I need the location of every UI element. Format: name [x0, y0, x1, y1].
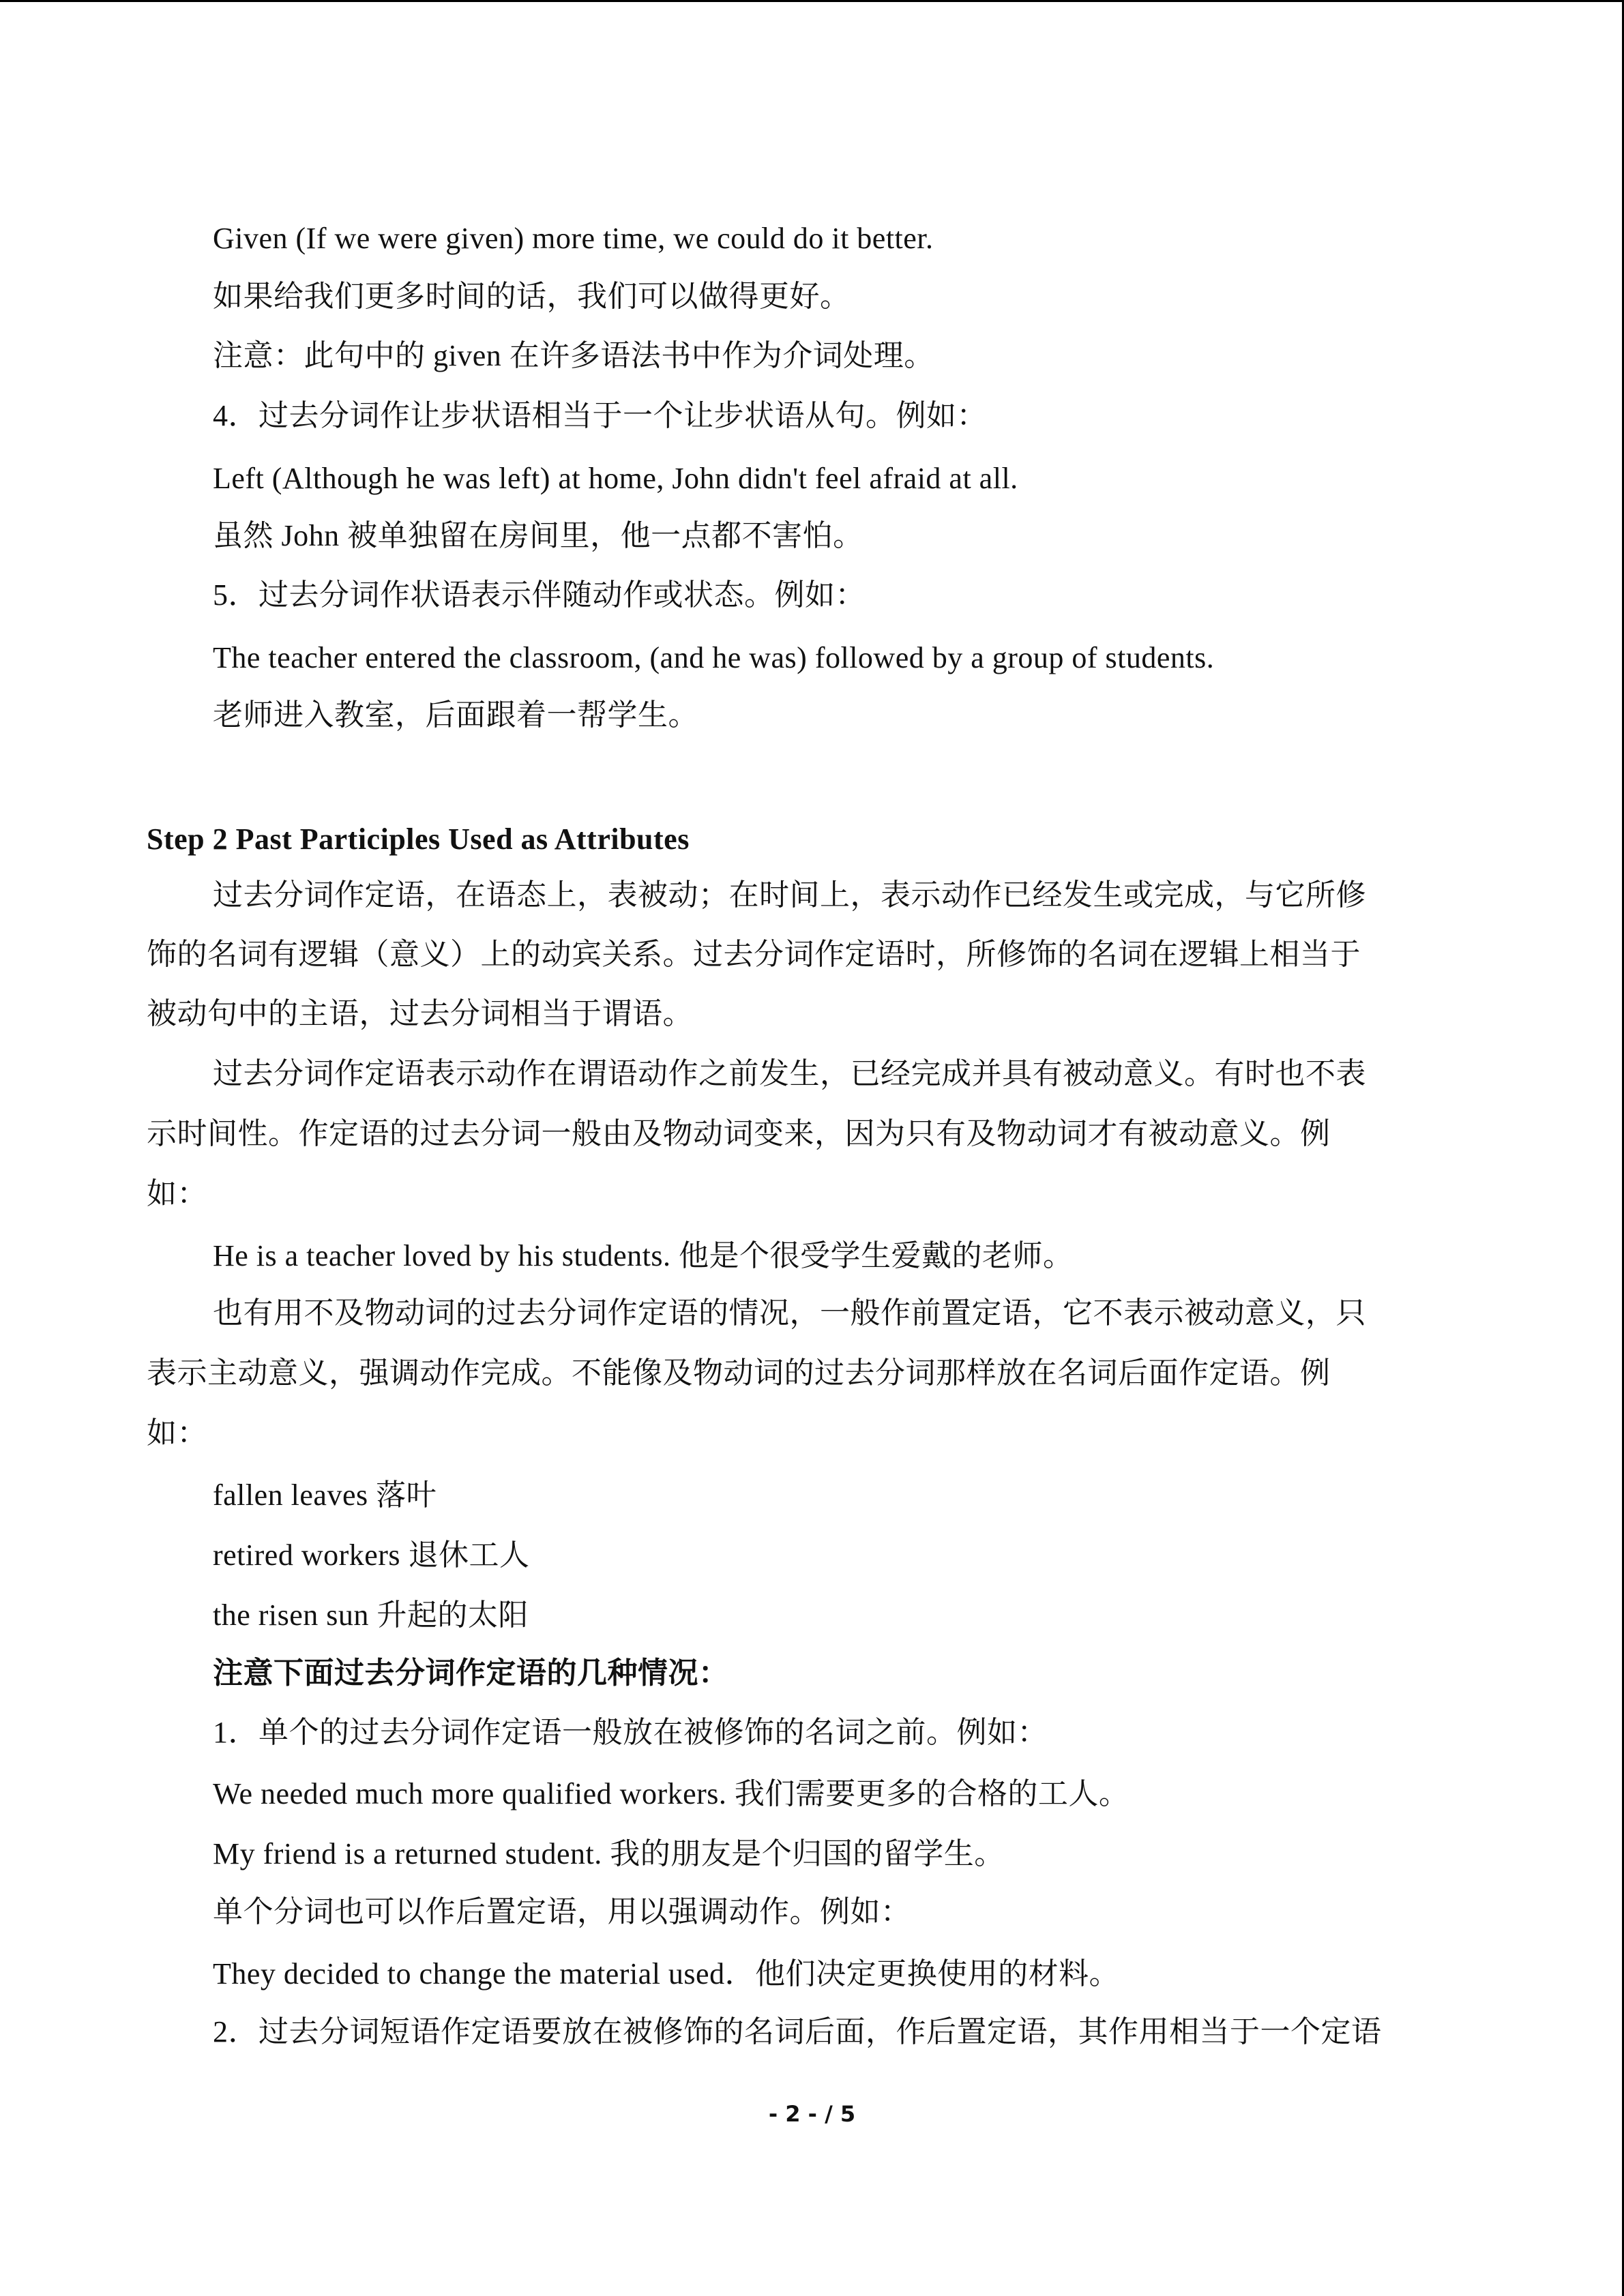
text-line-item-2: 2．过去分词短语作定语要放在被修饰的名词后面，作后置定语，其作用相当于一个定语	[213, 2015, 1382, 2048]
paragraph-3-line-1: 也有用不及物动词的过去分词作定语的情况，一般作前置定语，它不表示被动意义，只	[213, 1296, 1366, 1330]
note-heading: 注意下面过去分词作定语的几种情况：	[213, 1656, 729, 1690]
paragraph-1-line-2: 饰的名词有逻辑（意义）上的动宾关系。过去分词作定语时，所修饰的名词在逻辑上相当于	[147, 938, 1361, 971]
text-line-given-note: 注意：此句中的 given 在许多语法书中作为介词处理。	[213, 339, 934, 372]
text-line-teacher-translation: 老师进入教室，后面跟着一帮学生。	[213, 698, 698, 732]
paragraph-3-line-2: 表示主动意义，强调动作完成。不能像及物动词的过去分词那样放在名词后面作定语。例	[147, 1356, 1331, 1390]
text-line-item-4: 4．过去分词作让步状语相当于一个让步状语从句。例如：	[213, 399, 987, 432]
example-returned-student: My friend is a returned student. 我的朋友是个归国的留学生。	[213, 1837, 1005, 1870]
section-heading: Step 2 Past Participles Used as Attributes	[147, 822, 690, 856]
text-line-item-5: 5．过去分词作状语表示伴随动作或状态。例如：	[213, 578, 866, 612]
example-retired-workers: retired workers 退休工人	[213, 1538, 530, 1572]
paragraph-3-line-3: 如：	[147, 1416, 207, 1450]
text-line-given-translation: 如果给我们更多时间的话，我们可以做得更好。	[213, 280, 851, 313]
paragraph-2-line-1: 过去分词作定语表示动作在谓语动作之前发生，已经完成并具有被动意义。有时也不表	[213, 1057, 1366, 1090]
text-line-single-participle: 单个分词也可以作后置定语，用以强调动作。例如：	[213, 1895, 911, 1928]
example-teacher-loved: He is a teacher loved by his students. 他是个很受学生爱戴的老师。	[213, 1239, 1074, 1272]
text-line-left-example: Left (Although he was left) at home, John didn't feel afraid at all.	[213, 462, 1018, 495]
text-line-item-1: 1．单个的过去分词作定语一般放在被修饰的名词之前。例如：	[213, 1716, 1048, 1749]
paragraph-2-line-3: 如：	[147, 1177, 207, 1210]
example-qualified-workers: We needed much more qualified workers. 我们需要更多的合格的工人。	[213, 1777, 1130, 1810]
paragraph-1-line-1: 过去分词作定语，在语态上，表被动；在时间上，表示动作已经发生或完成，与它所修	[213, 878, 1366, 912]
example-material-used: They decided to change the material used．他们决定更换使用的材料。	[213, 1957, 1120, 1991]
text-line-teacher-example: The teacher entered the classroom, (and he was) followed by a group of students.	[213, 641, 1215, 674]
paragraph-1-line-3: 被动句中的主语，过去分词相当于谓语。	[147, 997, 693, 1030]
text-line-left-translation: 虽然 John 被单独留在房间里，他一点都不害怕。	[213, 519, 863, 552]
page-number: - 2 - / 5	[768, 2101, 856, 2127]
page-top-border	[0, 0, 1624, 2]
example-fallen-leaves: fallen leaves 落叶	[213, 1478, 437, 1512]
example-risen-sun: the risen sun 升起的太阳	[213, 1598, 529, 1632]
paragraph-2-line-2: 示时间性。作定语的过去分词一般由及物动词变来，因为只有及物动词才有被动意义。例	[147, 1117, 1331, 1150]
text-line-given-example: Given (If we were given) more time, we could do it better.	[213, 222, 934, 255]
